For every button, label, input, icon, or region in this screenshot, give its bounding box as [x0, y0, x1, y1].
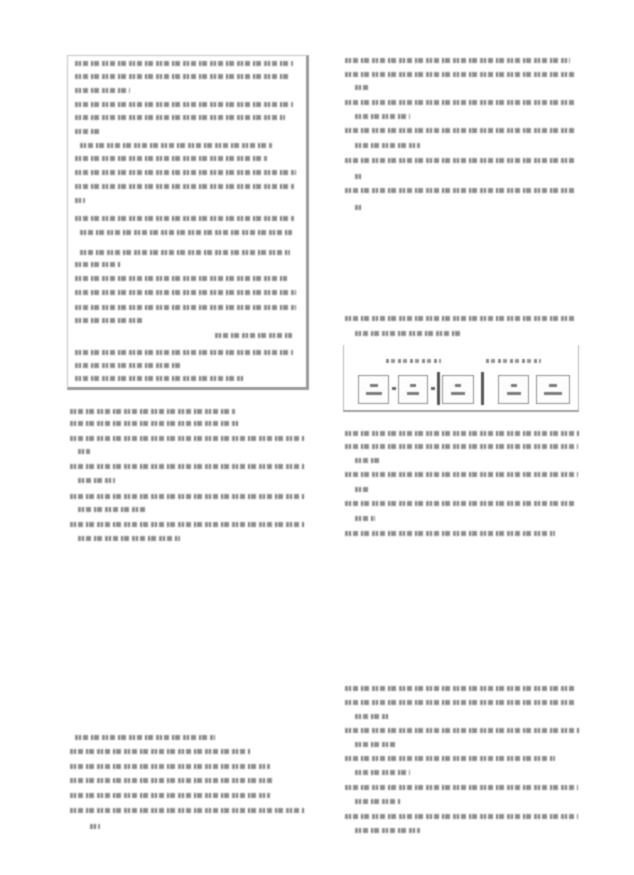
text-line — [75, 262, 120, 267]
text-line — [70, 808, 305, 813]
text-line — [80, 143, 272, 148]
text-line — [355, 516, 375, 521]
text-line — [70, 409, 235, 414]
text-line — [78, 478, 115, 483]
text-line — [355, 143, 420, 148]
diagram-cell — [442, 375, 474, 404]
text-line — [80, 250, 290, 255]
text-line — [345, 814, 578, 819]
text-line — [80, 230, 292, 235]
diagram-group-label — [386, 359, 441, 363]
text-line — [75, 350, 293, 355]
text-line — [70, 421, 240, 426]
text-line — [345, 686, 575, 691]
text-line — [70, 494, 305, 499]
text-line — [75, 156, 268, 161]
text-line — [345, 128, 575, 133]
text-line — [70, 764, 270, 769]
text-line — [355, 714, 390, 719]
text-line — [345, 700, 575, 705]
text-line — [345, 316, 575, 321]
text-line — [75, 363, 180, 368]
text-line — [75, 61, 293, 66]
text-line — [75, 318, 145, 323]
diagram-divider — [437, 372, 440, 405]
text-line — [75, 216, 295, 221]
text-line — [345, 188, 575, 193]
text-line — [75, 290, 296, 295]
text-line — [345, 501, 575, 506]
text-line — [355, 85, 370, 90]
text-line — [78, 449, 90, 454]
text-line — [75, 170, 296, 175]
text-line — [345, 785, 578, 790]
text-line — [355, 205, 363, 210]
text-line — [345, 756, 555, 761]
text-line — [75, 198, 85, 203]
diagram-connector — [392, 387, 396, 390]
text-line — [75, 276, 287, 281]
text-line — [70, 436, 305, 441]
text-line — [90, 824, 100, 829]
text-line — [355, 331, 460, 336]
diagram-cell — [498, 375, 529, 404]
text-line — [345, 72, 575, 77]
text-line — [345, 58, 570, 63]
text-line — [215, 333, 292, 338]
text-line — [345, 728, 580, 733]
text-line — [345, 444, 578, 449]
diagram-divider — [481, 372, 484, 405]
text-line — [75, 735, 215, 740]
text-line — [75, 88, 130, 93]
text-line — [70, 464, 305, 469]
text-line — [355, 742, 395, 747]
text-line — [355, 799, 400, 804]
text-line — [75, 102, 293, 107]
text-line — [355, 770, 410, 775]
text-line — [345, 431, 580, 436]
text-line — [75, 376, 245, 381]
text-line — [75, 129, 100, 134]
diagram-cell — [536, 375, 570, 404]
diagram-cell — [358, 375, 389, 404]
diagram-group-label — [486, 359, 541, 363]
text-line — [78, 536, 180, 541]
text-line — [355, 458, 380, 463]
text-line — [70, 793, 270, 798]
diagram-connector — [431, 387, 435, 390]
text-line — [355, 828, 420, 833]
text-line — [75, 74, 290, 79]
text-line — [70, 749, 250, 754]
text-line — [75, 184, 295, 189]
diagram-cell — [398, 375, 428, 404]
text-line — [355, 174, 363, 179]
text-line — [345, 100, 575, 105]
text-line — [345, 472, 578, 477]
figure-diagram — [343, 345, 579, 412]
text-line — [75, 115, 285, 120]
text-line — [70, 778, 275, 783]
text-line — [355, 114, 410, 119]
text-line — [355, 487, 370, 492]
text-line — [78, 507, 145, 512]
text-line — [345, 531, 555, 536]
text-line — [75, 305, 296, 310]
text-line — [345, 158, 575, 163]
text-line — [70, 522, 305, 527]
